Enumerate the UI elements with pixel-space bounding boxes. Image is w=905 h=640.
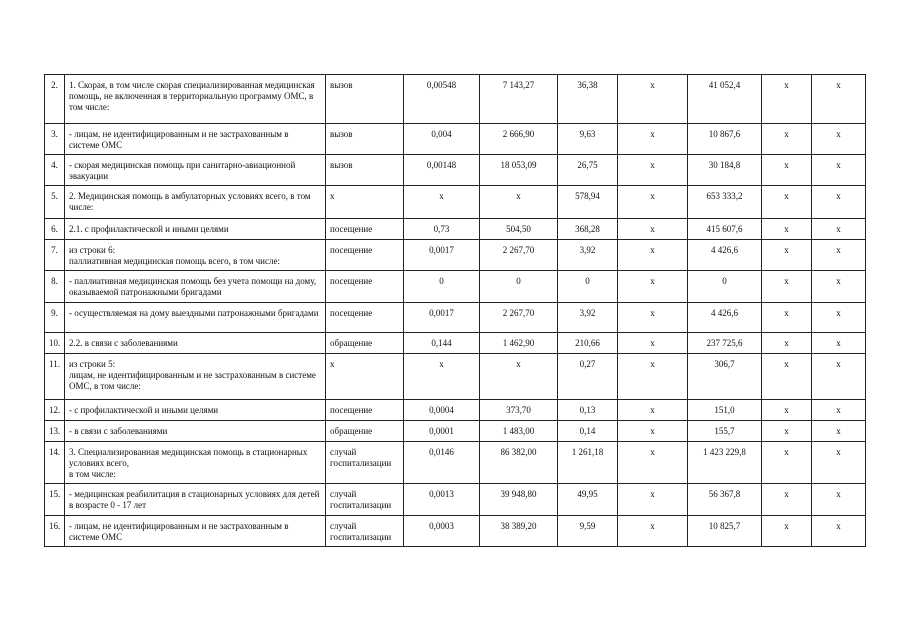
table-row <box>45 484 866 516</box>
row-cost: x <box>480 186 558 219</box>
row-x1: x <box>618 186 688 219</box>
row-unit: x <box>326 186 404 219</box>
row-x2: x <box>762 124 812 155</box>
financing-table <box>44 74 866 547</box>
row-total: 1 423 229,8 <box>688 442 762 484</box>
row-cost: 1 462,90 <box>480 333 558 354</box>
row-x3: x <box>812 186 866 219</box>
row-per-capita: 1 261,18 <box>558 442 618 484</box>
row-unit: случай госпитализации <box>326 516 404 547</box>
table-row <box>45 354 866 400</box>
row-x3: x <box>812 400 866 421</box>
row-x3: x <box>812 303 866 333</box>
row-x1: x <box>618 155 688 186</box>
row-description: 3. Специализированная медицинская помощь в стационарных условиях всего, в том числе: <box>65 442 326 484</box>
row-x2: x <box>762 186 812 219</box>
row-x1: x <box>618 484 688 516</box>
row-number: 7. <box>45 240 65 271</box>
row-norm: 0,144 <box>404 333 480 354</box>
row-cost: 38 389,20 <box>480 516 558 547</box>
row-number: 5. <box>45 186 65 219</box>
row-x1: x <box>618 240 688 271</box>
row-per-capita: 368,28 <box>558 219 618 240</box>
row-norm: 0 <box>404 271 480 303</box>
row-number: 13. <box>45 421 65 442</box>
row-x3: x <box>812 354 866 400</box>
row-cost: 0 <box>480 271 558 303</box>
row-unit: обращение <box>326 333 404 354</box>
table-row <box>45 400 866 421</box>
row-x3: x <box>812 484 866 516</box>
row-unit: случай госпитализации <box>326 442 404 484</box>
row-x2: x <box>762 219 812 240</box>
row-x3: x <box>812 442 866 484</box>
row-x3: x <box>812 124 866 155</box>
row-cost: 504,50 <box>480 219 558 240</box>
row-x2: x <box>762 354 812 400</box>
row-x1: x <box>618 333 688 354</box>
row-norm: 0,0004 <box>404 400 480 421</box>
row-total: 0 <box>688 271 762 303</box>
row-description: - осуществляемая на дому выездными патронажными бригадами <box>65 303 326 333</box>
row-norm: 0,73 <box>404 219 480 240</box>
row-x2: x <box>762 271 812 303</box>
row-description: 2. Медицинская помощь в амбулаторных условиях всего, в том числе: <box>65 186 326 219</box>
row-x2: x <box>762 240 812 271</box>
row-cost: 7 143,27 <box>480 75 558 124</box>
row-description: 2.2. в связи с заболеваниями <box>65 333 326 354</box>
table-body <box>45 75 866 547</box>
row-number: 3. <box>45 124 65 155</box>
row-per-capita: 0,14 <box>558 421 618 442</box>
row-total: 4 426,6 <box>688 240 762 271</box>
row-number: 12. <box>45 400 65 421</box>
row-description: 1. Скорая, в том числе скорая специализированная медицинская помощь, не включенная в территориальную программу ОМС, в том числе: <box>65 75 326 124</box>
row-per-capita: 578,94 <box>558 186 618 219</box>
row-x2: x <box>762 155 812 186</box>
table-row <box>45 333 866 354</box>
row-x3: x <box>812 516 866 547</box>
row-number: 6. <box>45 219 65 240</box>
row-total: 41 052,4 <box>688 75 762 124</box>
row-unit: x <box>326 354 404 400</box>
row-norm: x <box>404 186 480 219</box>
table-row <box>45 240 866 271</box>
row-total: 653 333,2 <box>688 186 762 219</box>
row-per-capita: 3,92 <box>558 303 618 333</box>
row-per-capita: 9,59 <box>558 516 618 547</box>
row-x1: x <box>618 271 688 303</box>
row-cost: 2 267,70 <box>480 303 558 333</box>
row-total: 30 184,8 <box>688 155 762 186</box>
row-per-capita: 9,63 <box>558 124 618 155</box>
row-x3: x <box>812 421 866 442</box>
table-row <box>45 271 866 303</box>
table-row <box>45 303 866 333</box>
row-description: - скорая медицинская помощь при санитарно-авиационной эвакуации <box>65 155 326 186</box>
row-norm: 0,00548 <box>404 75 480 124</box>
row-x1: x <box>618 354 688 400</box>
row-x1: x <box>618 75 688 124</box>
row-norm: 0,004 <box>404 124 480 155</box>
row-total: 10 867,6 <box>688 124 762 155</box>
row-x1: x <box>618 303 688 333</box>
row-total: 4 426,6 <box>688 303 762 333</box>
row-number: 10. <box>45 333 65 354</box>
row-total: 10 825,7 <box>688 516 762 547</box>
row-x2: x <box>762 75 812 124</box>
row-cost: x <box>480 354 558 400</box>
row-description: - медицинская реабилитация в стационарных условиях для детей в возрасте 0 - 17 лет <box>65 484 326 516</box>
row-per-capita: 26,75 <box>558 155 618 186</box>
table-row <box>45 75 866 124</box>
row-x1: x <box>618 219 688 240</box>
row-norm: 0,0013 <box>404 484 480 516</box>
row-x2: x <box>762 484 812 516</box>
row-number: 15. <box>45 484 65 516</box>
row-x3: x <box>812 240 866 271</box>
row-unit: вызов <box>326 124 404 155</box>
row-description: из строки 5: лицам, не идентифицированным и не застрахованным в системе ОМС, в том числе: <box>65 354 326 400</box>
row-total: 415 607,6 <box>688 219 762 240</box>
row-x2: x <box>762 442 812 484</box>
row-cost: 18 053,09 <box>480 155 558 186</box>
row-unit: посещение <box>326 400 404 421</box>
row-unit: вызов <box>326 75 404 124</box>
row-x3: x <box>812 271 866 303</box>
row-description: из строки 6: паллиативная медицинская помощь всего, в том числе: <box>65 240 326 271</box>
row-x2: x <box>762 333 812 354</box>
row-x1: x <box>618 421 688 442</box>
row-number: 14. <box>45 442 65 484</box>
row-total: 237 725,6 <box>688 333 762 354</box>
table-row <box>45 124 866 155</box>
row-per-capita: 3,92 <box>558 240 618 271</box>
row-norm: x <box>404 354 480 400</box>
row-x2: x <box>762 516 812 547</box>
row-x3: x <box>812 155 866 186</box>
row-cost: 39 948,80 <box>480 484 558 516</box>
row-cost: 2 666,90 <box>480 124 558 155</box>
row-unit: случай госпитализации <box>326 484 404 516</box>
table-row <box>45 219 866 240</box>
table-row <box>45 516 866 547</box>
row-x3: x <box>812 333 866 354</box>
row-x1: x <box>618 516 688 547</box>
row-total: 151,0 <box>688 400 762 421</box>
row-unit: посещение <box>326 219 404 240</box>
row-cost: 1 483,00 <box>480 421 558 442</box>
row-x1: x <box>618 124 688 155</box>
row-norm: 0,0003 <box>404 516 480 547</box>
row-unit: обращение <box>326 421 404 442</box>
row-per-capita: 49,95 <box>558 484 618 516</box>
row-x2: x <box>762 421 812 442</box>
row-total: 155,7 <box>688 421 762 442</box>
row-number: 11. <box>45 354 65 400</box>
row-x3: x <box>812 75 866 124</box>
row-description: - паллиативная медицинская помощь без учета помощи на дому, оказываемой патронажными бригадами <box>65 271 326 303</box>
row-norm: 0,00148 <box>404 155 480 186</box>
row-per-capita: 210,66 <box>558 333 618 354</box>
row-number: 9. <box>45 303 65 333</box>
table-row <box>45 155 866 186</box>
row-number: 16. <box>45 516 65 547</box>
row-description: - с профилактической и иными целями <box>65 400 326 421</box>
row-total: 56 367,8 <box>688 484 762 516</box>
row-unit: вызов <box>326 155 404 186</box>
row-per-capita: 0 <box>558 271 618 303</box>
row-description: - лицам, не идентифицированным и не застрахованным в системе ОМС <box>65 124 326 155</box>
row-cost: 373,70 <box>480 400 558 421</box>
row-norm: 0,0017 <box>404 240 480 271</box>
row-norm: 0,0146 <box>404 442 480 484</box>
row-x1: x <box>618 400 688 421</box>
row-number: 2. <box>45 75 65 124</box>
row-cost: 2 267,70 <box>480 240 558 271</box>
row-number: 8. <box>45 271 65 303</box>
row-number: 4. <box>45 155 65 186</box>
row-description: - в связи с заболеваниями <box>65 421 326 442</box>
row-unit: посещение <box>326 271 404 303</box>
row-description: - лицам, не идентифицированным и не застрахованным в системе ОМС <box>65 516 326 547</box>
row-norm: 0,0001 <box>404 421 480 442</box>
table-row <box>45 186 866 219</box>
row-per-capita: 36,38 <box>558 75 618 124</box>
row-x3: x <box>812 219 866 240</box>
row-per-capita: 0,27 <box>558 354 618 400</box>
row-description: 2.1. с профилактической и иными целями <box>65 219 326 240</box>
row-unit: посещение <box>326 240 404 271</box>
row-total: 306,7 <box>688 354 762 400</box>
row-per-capita: 0,13 <box>558 400 618 421</box>
row-x2: x <box>762 400 812 421</box>
table-row <box>45 421 866 442</box>
row-unit: посещение <box>326 303 404 333</box>
row-norm: 0,0017 <box>404 303 480 333</box>
row-x2: x <box>762 303 812 333</box>
row-cost: 86 382,00 <box>480 442 558 484</box>
row-x1: x <box>618 442 688 484</box>
table-row <box>45 442 866 484</box>
